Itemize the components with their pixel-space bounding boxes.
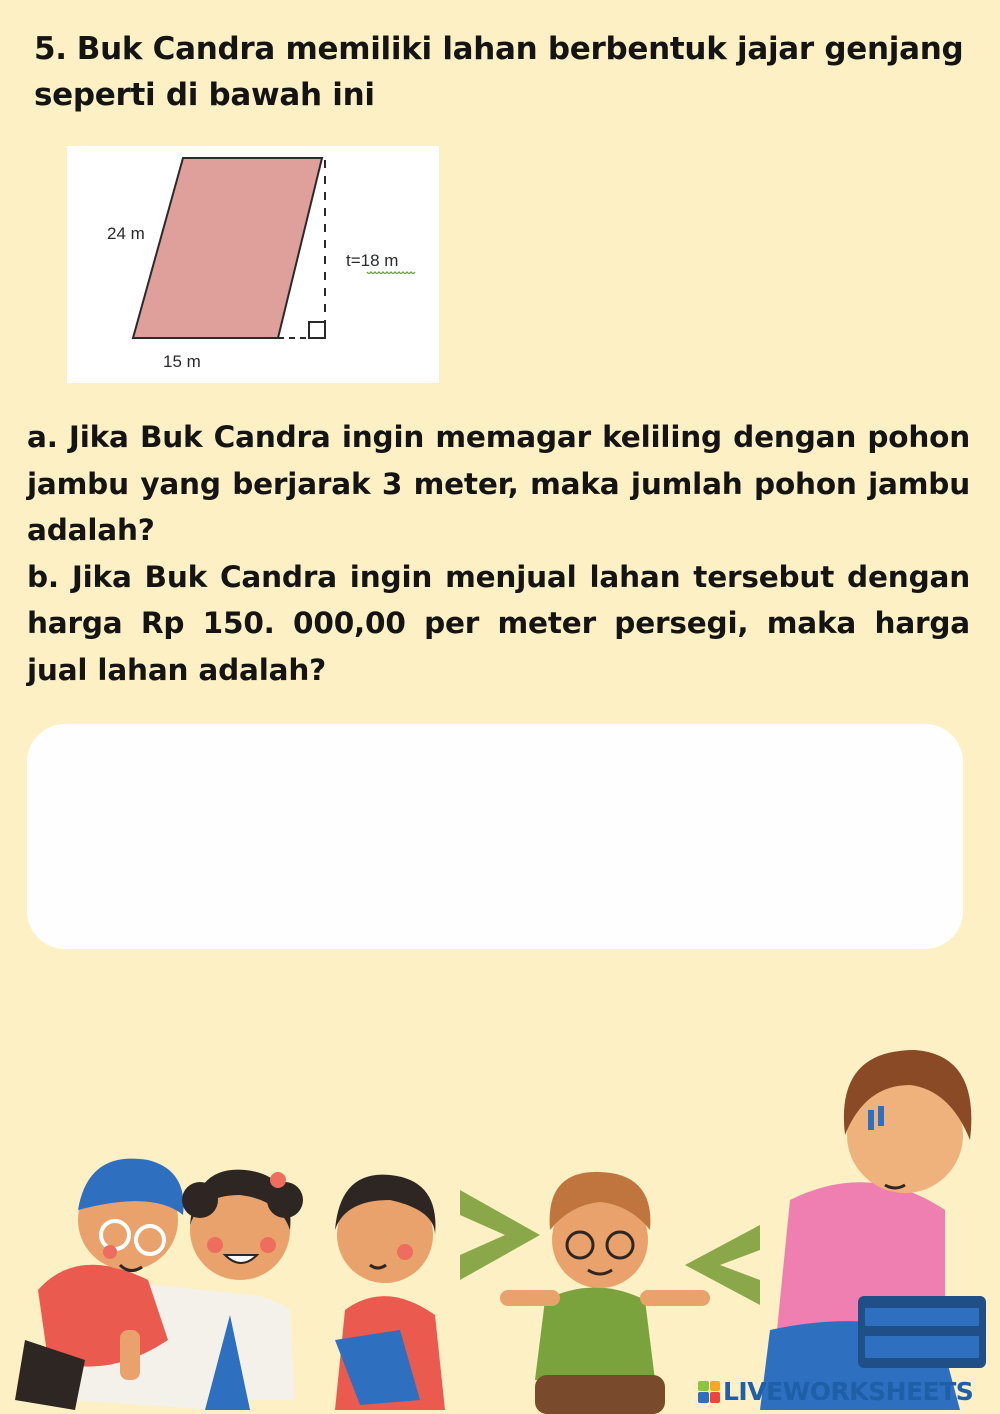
question-parts	[27, 414, 970, 693]
question-number: 5.	[34, 31, 67, 67]
height-underline	[367, 272, 415, 274]
kid-girl-tablet	[760, 1050, 986, 1410]
greater-than-symbol	[460, 1190, 540, 1280]
answer-input[interactable]	[27, 724, 963, 949]
part-a: a. Jika Buk Candra ingin memagar keliling dengan pohon jambu yang berjarak 3 meter, maka jumlah pohon jambu adalah?	[27, 420, 970, 547]
brand-logo-icon	[698, 1381, 720, 1403]
parallelogram-figure	[67, 146, 439, 383]
question-title	[34, 26, 964, 118]
height-label: t=18 m	[346, 251, 399, 270]
right-angle-icon	[309, 322, 325, 338]
part-b: b. Jika Buk Candra ingin menjual lahan tersebut dengan harga Rp 150. 000,00 per meter persegi, maka harga jual lahan adalah?	[27, 559, 970, 687]
brand-watermark	[698, 1377, 973, 1406]
brand-text: LIVEWORKSHEETS	[723, 1377, 974, 1406]
base-label: 15 m	[163, 352, 201, 371]
children-learning-illustration	[0, 1040, 1000, 1414]
kid-girl-book	[335, 1175, 445, 1410]
parallelogram-shape	[133, 158, 322, 338]
question-text: Buk Candra memiliki lahan berbentuk jajar genjang seperti di bawah ini	[34, 31, 964, 113]
kid-boy-curly	[500, 1172, 710, 1414]
side-label: 24 m	[107, 224, 145, 243]
parallelogram-diagram	[67, 146, 439, 383]
